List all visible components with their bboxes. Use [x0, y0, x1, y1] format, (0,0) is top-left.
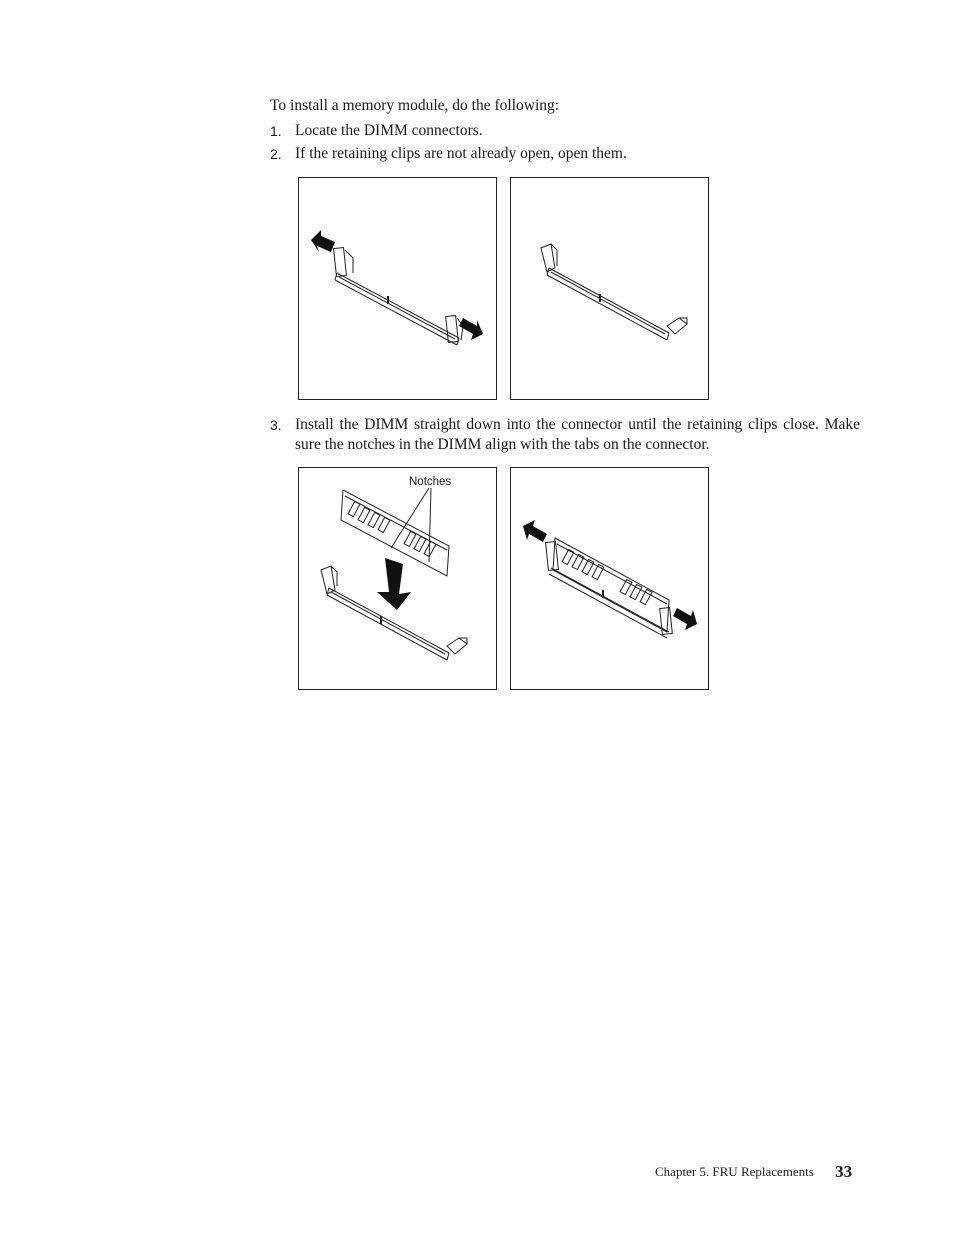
- step-text: Install the DIMM straight down into the connector until the retaining clips close. Make sure the notches in the DIMM align with the tabs on the connector.: [295, 416, 860, 453]
- figure-clips-open: [510, 177, 709, 400]
- page-number: 33: [835, 1162, 853, 1181]
- page-footer: [655, 1162, 852, 1182]
- step-number: 1.: [270, 123, 282, 139]
- dimm-insert-illustration: [299, 468, 498, 691]
- chapter-title: Chapter 5. FRU Replacements: [655, 1164, 814, 1179]
- step-2: [270, 144, 860, 164]
- notches-callout: Notches: [409, 476, 452, 488]
- figure-dimm-seated: [510, 467, 709, 690]
- step-text: Locate the DIMM connectors.: [295, 122, 483, 139]
- figure-insert-dimm: [298, 467, 497, 690]
- dimm-connector-illustration: [299, 178, 498, 401]
- step-text: If the retaining clips are not already open, open them.: [295, 145, 627, 162]
- step-number: 2.: [270, 146, 282, 162]
- dimm-seated-illustration: [511, 468, 710, 691]
- intro-text: To install a memory module, do the following:: [270, 97, 560, 114]
- step-number: 3.: [270, 417, 282, 433]
- step-1: [270, 121, 860, 141]
- figure-open-clips: [298, 177, 497, 400]
- dimm-connector-illustration: [511, 178, 710, 401]
- step-3: [270, 415, 860, 455]
